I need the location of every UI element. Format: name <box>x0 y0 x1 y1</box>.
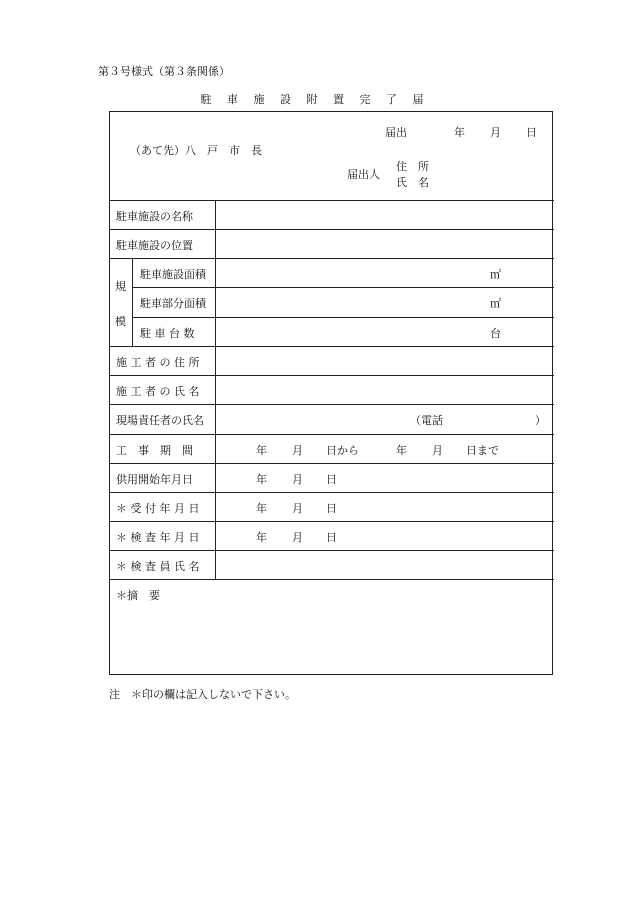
parking-count-unit: 台 <box>490 327 501 340</box>
inspection-day: 日 <box>326 531 337 544</box>
form-title: 駐 車 施 設 附 置 完 了 届 <box>200 93 430 106</box>
service-start-year: 年 <box>256 473 267 486</box>
site-manager-label: 現場責任者の氏名 <box>116 414 204 427</box>
construction-period-label: 工 事 期 間 <box>116 444 193 457</box>
scale-label-1: 規 <box>115 280 126 293</box>
service-start-day: 日 <box>326 473 337 486</box>
form-table <box>109 111 553 675</box>
facility-name-label: 駐車施設の名称 <box>116 210 193 223</box>
notifier-label: 届出人 <box>347 168 380 181</box>
period-to-year: 年 <box>396 444 407 457</box>
inspection-date-label: ＊ 検 査 年 月 日 <box>116 531 200 544</box>
period-from-year: 年 <box>256 444 267 457</box>
scale-label-2: 模 <box>115 315 126 328</box>
form-number: 第３号様式（第３条関係） <box>98 65 230 78</box>
parking-area-label: 駐車部分面積 <box>140 297 206 310</box>
parking-area-unit: ㎡ <box>490 297 501 310</box>
facility-area-unit: ㎡ <box>490 268 501 281</box>
receipt-day: 日 <box>326 502 337 515</box>
phone-close: ） <box>535 414 546 427</box>
addressee: （あて先）八 戸 市 長 <box>130 144 262 157</box>
inspection-month: 月 <box>292 531 303 544</box>
facility-area-label: 駐車施設面積 <box>140 268 206 281</box>
submit-month: 月 <box>490 126 501 139</box>
phone-open: （電話 <box>410 414 443 427</box>
service-start-label: 供用開始年月日 <box>116 473 193 486</box>
submit-year: 年 <box>454 126 465 139</box>
inspector-name-label: ＊ 検 査 員 氏 名 <box>116 560 200 573</box>
receipt-month: 月 <box>292 502 303 515</box>
submit-day: 日 <box>526 126 537 139</box>
receipt-date-label: ＊ 受 付 年 月 日 <box>116 502 200 515</box>
service-start-month: 月 <box>292 473 303 486</box>
receipt-year: 年 <box>256 502 267 515</box>
contractor-name-label: 施 工 者 の 氏 名 <box>116 385 200 398</box>
address-label: 住 所 <box>396 160 429 173</box>
period-to-month: 月 <box>432 444 443 457</box>
period-from-month: 月 <box>292 444 303 457</box>
contractor-address-label: 施 工 者 の 住 所 <box>116 356 200 369</box>
facility-location-label: 駐車施設の位置 <box>116 239 193 252</box>
name-label: 氏 名 <box>396 176 429 189</box>
summary-label: ＊摘 要 <box>116 589 160 602</box>
period-from: 日から <box>326 444 359 457</box>
submit-label: 届出 <box>385 126 407 139</box>
inspection-year: 年 <box>256 531 267 544</box>
footnote: 注 ＊印の欄は記入しないで下さい。 <box>109 688 296 701</box>
period-to: 日まで <box>466 444 499 457</box>
parking-count-label: 駐 車 台 数 <box>140 327 195 340</box>
